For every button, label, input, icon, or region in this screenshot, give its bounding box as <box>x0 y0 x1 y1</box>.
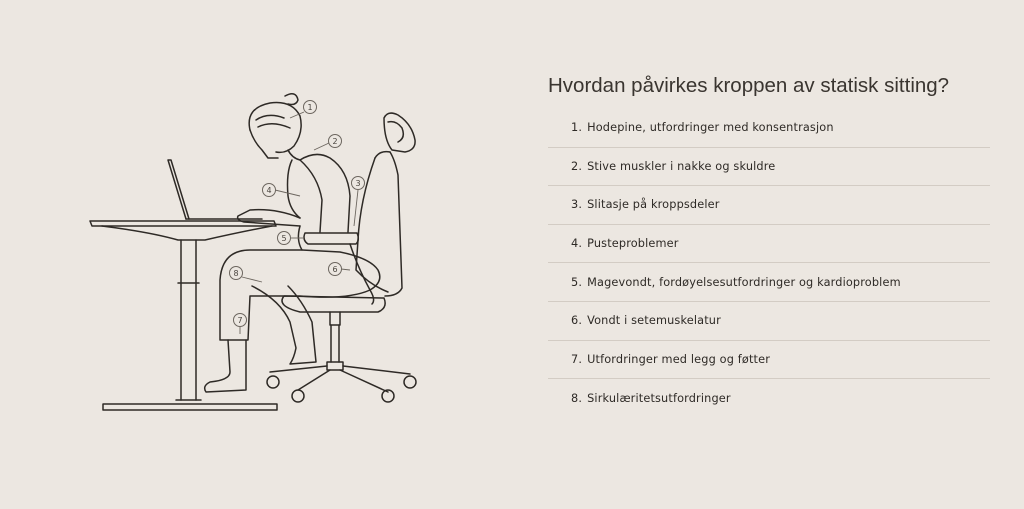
item-number: 3. <box>571 198 583 212</box>
svg-text:3: 3 <box>355 179 361 188</box>
item-number: 7. <box>571 352 583 366</box>
svg-text:4: 4 <box>266 186 272 195</box>
page-title: Hvordan påvirkes kroppen av statisk sitting? <box>548 74 950 97</box>
office-chair <box>267 113 416 402</box>
callout-7 <box>234 314 247 335</box>
list-item <box>548 186 990 225</box>
callout-1 <box>290 101 317 119</box>
item-label: Sirkulæritetsutfordringer <box>587 391 731 405</box>
list-item <box>548 148 990 187</box>
list-item <box>548 225 990 264</box>
item-number: 4. <box>571 237 583 251</box>
item-number: 5. <box>571 275 583 289</box>
item-label: Hodepine, utfordringer med konsentrasjon <box>587 121 834 135</box>
item-label: Utfordringer med legg og føtter <box>587 352 771 366</box>
content-panel <box>548 0 990 505</box>
callout-8 <box>230 267 263 283</box>
item-label: Magevondt, fordøyelsesutfordringer og kardioproblem <box>587 275 901 289</box>
item-label: Vondt i setemuskelatur <box>587 314 721 328</box>
svg-text:6: 6 <box>332 265 338 274</box>
item-number: 8. <box>571 391 583 405</box>
callout-6 <box>329 263 351 276</box>
callout-2 <box>314 135 342 151</box>
laptop <box>168 160 262 219</box>
svg-text:7: 7 <box>237 316 243 325</box>
item-label: Stive muskler i nakke og skuldre <box>587 159 776 173</box>
list-item <box>548 109 990 148</box>
item-label: Slitasje på kroppsdeler <box>587 198 720 212</box>
callout-5 <box>278 232 305 245</box>
item-label: Pusteproblemer <box>587 237 679 251</box>
item-number: 6. <box>571 314 583 328</box>
item-number: 2. <box>571 159 583 173</box>
list-item <box>548 302 990 341</box>
svg-text:8: 8 <box>233 269 239 278</box>
callout-4 <box>263 184 301 197</box>
item-number: 1. <box>571 121 583 135</box>
issue-list <box>548 109 990 418</box>
svg-text:2: 2 <box>332 137 338 146</box>
svg-text:5: 5 <box>281 234 287 243</box>
list-item <box>548 379 990 418</box>
seated-person <box>205 94 380 392</box>
list-item <box>548 263 990 302</box>
svg-text:1: 1 <box>307 103 313 112</box>
list-item <box>548 341 990 380</box>
